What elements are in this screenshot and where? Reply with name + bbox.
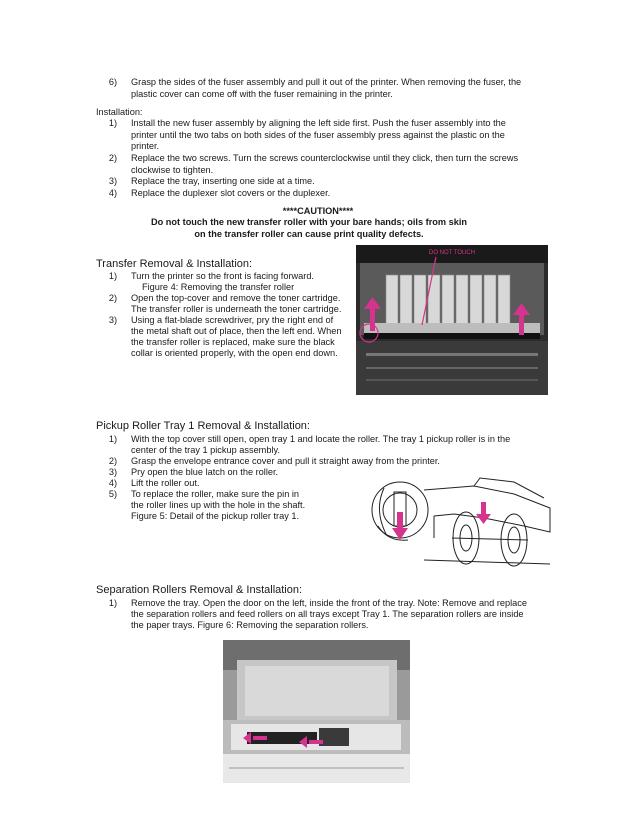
step-number: 4) — [108, 188, 117, 198]
step-text: the roller lines up with the hole in the shaft. — [131, 500, 306, 510]
step-text: Grasp the envelope entrance cover and pull it straight away from the printer. — [131, 456, 440, 466]
step-text: With the top cover still open, open tray 1 and locate the roller. The tray 1 pickup roller is in the — [131, 434, 511, 444]
step-text: Open the top-cover and remove the toner cartridge. — [131, 293, 341, 303]
figure-caption: Figure 4: Removing the transfer roller — [142, 282, 295, 292]
step-number: 3) — [108, 315, 117, 325]
caution-line: on the transfer roller can cause print quality defects. — [194, 229, 424, 239]
step-text: the metal shaft out of place, then the left end. When — [131, 326, 342, 336]
section-heading-pickup: Pickup Roller Tray 1 Removal & Installation: — [96, 420, 310, 432]
step-text: Remove the tray. Open the door on the left, inside the front of the tray. Note: Remove and replace — [131, 598, 527, 608]
section-heading-transfer: Transfer Removal & Installation: — [96, 258, 253, 270]
do-not-touch-label: DO NOT TOUCH — [429, 250, 476, 256]
step-number: 5) — [108, 489, 117, 499]
separation-rollers-illustration — [223, 640, 410, 783]
step-number: 2) — [108, 456, 117, 466]
step-text: Using a flat-blade screwdriver, pry the right end of — [131, 315, 334, 325]
step-number: 3) — [108, 467, 117, 477]
step-number: 6) — [108, 77, 117, 87]
step-text: To replace the roller, make sure the pin in — [131, 489, 300, 499]
step-text: Grasp the sides of the fuser assembly and pull it out of the printer. When removing the fuser, the — [131, 77, 522, 87]
step-text: the separation rollers and feed rollers on all trays except Tray 1. The separation rollers are inside — [131, 609, 524, 619]
step-text: the paper trays. Figure 6: Removing the separation rollers. — [131, 620, 369, 630]
step-number: 1) — [108, 271, 117, 281]
section-heading-separation: Separation Rollers Removal & Installation: — [96, 584, 303, 596]
step-number: 1) — [108, 434, 117, 444]
step-text: Turn the printer so the front is facing forward. — [131, 271, 314, 281]
step-text: plastic cover can come off with the fuser remaining in the printer. — [131, 89, 393, 99]
step-text: center of the tray 1 pickup assembly. — [131, 445, 280, 455]
step-text: The transfer roller is underneath the toner cartridge. — [131, 304, 342, 314]
step-text: Lift the roller out. — [131, 478, 200, 488]
caution-line: Do not touch the new transfer roller with your bare hands; oils from skin — [151, 217, 467, 227]
step-text: Replace the tray, inserting one side at a time. — [131, 176, 315, 186]
pickup-roller-drawing — [364, 468, 554, 576]
step-number: 3) — [108, 176, 117, 186]
transfer-roller-photo — [356, 245, 548, 395]
step-text: collar is oriented properly, with the open end down. — [131, 348, 338, 358]
step-text: printer. — [131, 141, 160, 151]
step-text: the transfer roller is replaced, make sure the black — [131, 337, 335, 347]
installation-title: Installation: — [96, 107, 143, 117]
step-number: 2) — [108, 293, 117, 303]
step-text: Replace the two screws. Turn the screws counterclockwise until they click, then turn the screws — [131, 153, 519, 163]
step-number: 1) — [108, 598, 117, 608]
step-text: Replace the duplexer slot covers or the duplexer. — [131, 188, 331, 198]
step-text: Install the new fuser assembly by aligning the left side first. Push the fuser assembly into the — [131, 118, 506, 128]
step-text: clockwise to tighten. — [131, 165, 214, 175]
step-text: Pry open the blue latch on the roller. — [131, 467, 279, 477]
separation-rollers-photo — [223, 640, 410, 783]
step-number: 4) — [108, 478, 117, 488]
caution-title: ****CAUTION**** — [282, 206, 354, 216]
figure-caption: Figure 5: Detail of the pickup roller tray 1. — [131, 511, 300, 521]
step-number: 2) — [108, 153, 117, 163]
transfer-roller-illustration — [356, 245, 548, 395]
step-text: printer until the two tabs on both sides of the fuser assembly press against the plastic on the — [131, 130, 505, 140]
pickup-roller-illustration — [364, 468, 554, 576]
step-number: 1) — [108, 118, 117, 128]
